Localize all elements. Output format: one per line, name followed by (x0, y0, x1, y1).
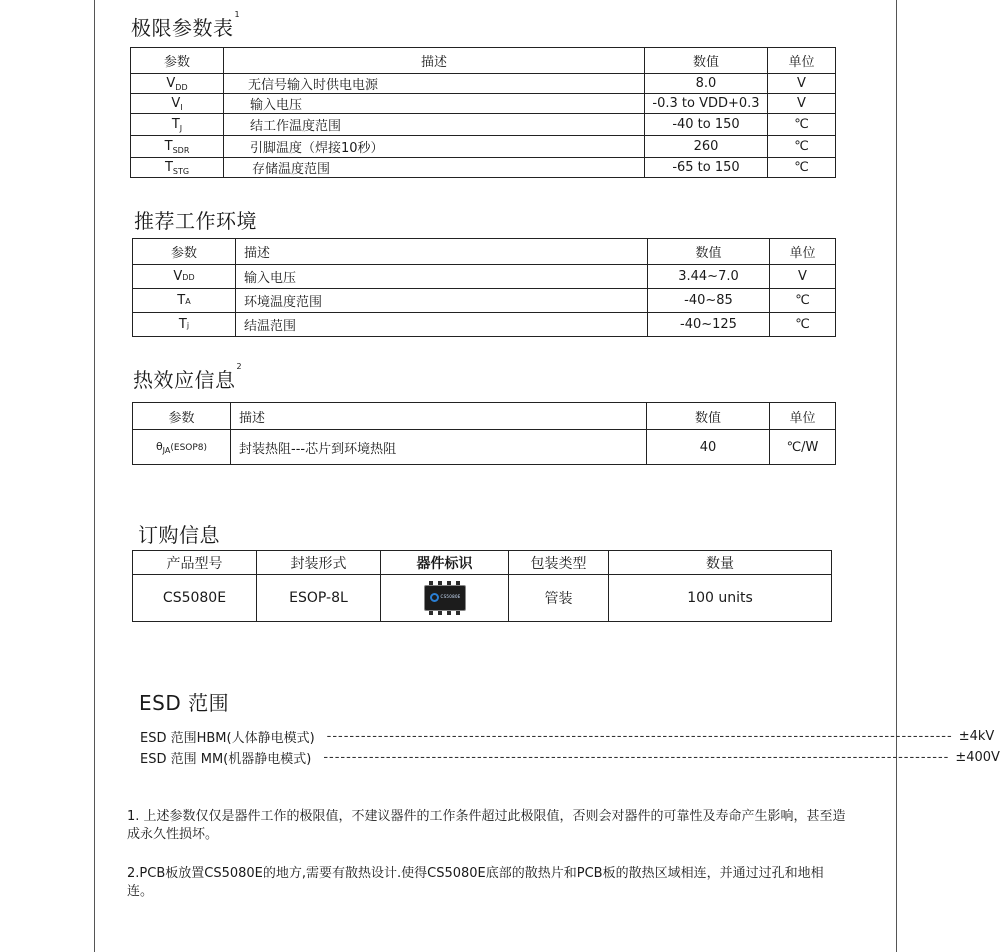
param-desc: 无信号输入时供电电源 (224, 74, 645, 94)
esd-value: ±4kV (958, 729, 995, 744)
param-value: 8.0 (645, 74, 768, 94)
param-value: -40~125 (648, 313, 770, 337)
abs-max-header-unit: 单位 (768, 48, 836, 74)
param-unit: ℃ (768, 158, 836, 178)
recommended-table (132, 238, 836, 337)
symbol-main: θ (155, 439, 163, 453)
thermal-header-unit: 单位 (770, 403, 836, 430)
abs-max-header-desc: 描述 (224, 48, 645, 74)
esd-title: ESD 范围 (139, 691, 230, 715)
symbol-main: V (171, 95, 181, 111)
param-unit: ℃ (770, 289, 836, 313)
param-symbol (131, 94, 224, 114)
ordering-header-marking: 器件标识 (381, 551, 509, 575)
order-quantity: 100 units (609, 575, 832, 622)
param-unit: V (770, 265, 836, 289)
param-unit: ℃/W (770, 430, 836, 465)
thermal-header-param: 参数 (133, 403, 231, 430)
table-row (133, 575, 832, 622)
esd-line-hbm (140, 727, 995, 746)
abs-max-title-text: 极限参数表 (131, 16, 234, 40)
ordering-header-package: 封装形式 (257, 551, 381, 575)
recommended-header-param: 参数 (133, 239, 236, 265)
table-row (131, 114, 836, 136)
recommended-header-desc: 描述 (236, 239, 648, 265)
param-value: 40 (647, 430, 770, 465)
param-symbol (133, 313, 236, 337)
recommended-header-unit: 单位 (770, 239, 836, 265)
abs-max-header-value: 数值 (645, 48, 768, 74)
symbol-main: V (173, 269, 183, 284)
symbol-sub: A (185, 297, 191, 306)
ordering-title: 订购信息 (138, 523, 220, 547)
chip-pins-top (429, 581, 461, 585)
esd-label: ESD 范围HBM(人体静电模式) (140, 731, 315, 746)
chip-logo-icon (430, 593, 439, 602)
symbol-sub: STG (172, 166, 190, 176)
table-row (131, 94, 836, 114)
param-value: -40 to 150 (645, 114, 768, 136)
order-model: CS5080E (133, 575, 257, 622)
param-unit: ℃ (768, 114, 836, 136)
recommended-title: 推荐工作环境 (134, 209, 257, 233)
table-row (133, 430, 836, 465)
order-package: ESOP-8L (257, 575, 381, 622)
symbol-sub: JA (162, 445, 171, 455)
recommended-header-row (133, 239, 836, 265)
param-symbol (133, 265, 236, 289)
param-value: -0.3 to VDD+0.3 (645, 94, 768, 114)
note-1: 1. 上述参数仅仅是器件工作的极限值，不建议器件的工作条件超过此极限值，否则会对器件的可靠性及寿命产生影响，甚至造成永久性损坏。 (127, 809, 846, 842)
esd-label: ESD 范围 MM(机器静电模式) (140, 752, 312, 767)
table-row (131, 136, 836, 158)
param-symbol (131, 136, 224, 158)
chip-marking-icon (424, 585, 466, 611)
thermal-title-text: 热效应信息 (133, 368, 236, 392)
param-value: -65 to 150 (645, 158, 768, 178)
param-desc: 结工作温度范围 (224, 114, 645, 136)
ordering-header-packing: 包装类型 (509, 551, 609, 575)
param-desc: 封装热阻---芯片到环境热阻 (231, 430, 647, 465)
chip-marking-text: CS5080E (440, 594, 461, 599)
param-desc: 引脚温度（焊接10秒） (224, 136, 645, 158)
ordering-header-quantity: 数量 (609, 551, 832, 575)
symbol-main: V (166, 75, 176, 91)
param-unit: ℃ (770, 313, 836, 337)
param-desc: 结温范围 (236, 313, 648, 337)
symbol-sub: SDR (172, 145, 190, 155)
symbol-main: T (164, 159, 173, 175)
param-desc: 环境温度范围 (236, 289, 648, 313)
esd-value: ±400V (955, 750, 1000, 765)
table-row (131, 74, 836, 94)
table-row (131, 158, 836, 178)
order-packing: 管装 (509, 575, 609, 622)
abs-max-header-row (131, 48, 836, 74)
thermal-header-desc: 描述 (231, 403, 647, 430)
param-desc: 存储温度范围 (224, 158, 645, 178)
chip-wrap (381, 585, 508, 611)
param-value: 3.44~7.0 (648, 265, 770, 289)
ordering-table (132, 550, 832, 622)
symbol-sub: J (179, 123, 183, 133)
symbol-sub: DD (175, 82, 188, 92)
thermal-table (132, 402, 836, 465)
param-desc: 输入电压 (224, 94, 645, 114)
symbol-main: T (178, 317, 187, 332)
symbol-main: T (171, 116, 180, 132)
ordering-header-model: 产品型号 (133, 551, 257, 575)
esd-line-mm (140, 748, 1000, 767)
param-symbol (131, 158, 224, 178)
param-unit: ℃ (768, 136, 836, 158)
recommended-header-value: 数值 (648, 239, 770, 265)
symbol-sub: j (186, 321, 190, 330)
symbol-suffix: (ESOP8) (170, 442, 208, 453)
thermal-header-row (133, 403, 836, 430)
ordering-header-row (133, 551, 832, 575)
symbol-sub: DD (182, 273, 195, 282)
abs-max-note-ref: 1 (234, 10, 241, 19)
table-row (133, 265, 836, 289)
param-value: -40~85 (648, 289, 770, 313)
thermal-title (133, 364, 242, 393)
param-value: 260 (645, 136, 768, 158)
param-unit: V (768, 94, 836, 114)
note-2: 2.PCB板放置CS5080E的地方,需要有散热设计.使得CS5080E底部的散热片和PCB板的散热区域相连，并通过过孔和地相连。 (127, 866, 824, 899)
symbol-main: T (177, 293, 186, 308)
abs-max-table (130, 47, 836, 178)
esd-leader: -------------------------------------------------------------------------------------------------------------- (323, 750, 950, 765)
abs-max-header-param: 参数 (131, 48, 224, 74)
chip-pins-bottom (429, 611, 461, 615)
table-row (133, 313, 836, 337)
thermal-header-value: 数值 (647, 403, 770, 430)
param-symbol (133, 289, 236, 313)
param-symbol (133, 430, 231, 465)
thermal-note-ref: 2 (236, 362, 243, 371)
order-marking-cell (381, 575, 509, 622)
abs-max-title (131, 12, 240, 41)
esd-leader: -------------------------------------------------------------------------------------------------------------- (326, 729, 953, 744)
param-unit: V (768, 74, 836, 94)
param-desc: 输入电压 (236, 265, 648, 289)
symbol-sub: I (180, 102, 183, 112)
param-symbol (131, 114, 224, 136)
symbol-main: T (164, 138, 173, 154)
table-row (133, 289, 836, 313)
param-symbol (131, 74, 224, 94)
